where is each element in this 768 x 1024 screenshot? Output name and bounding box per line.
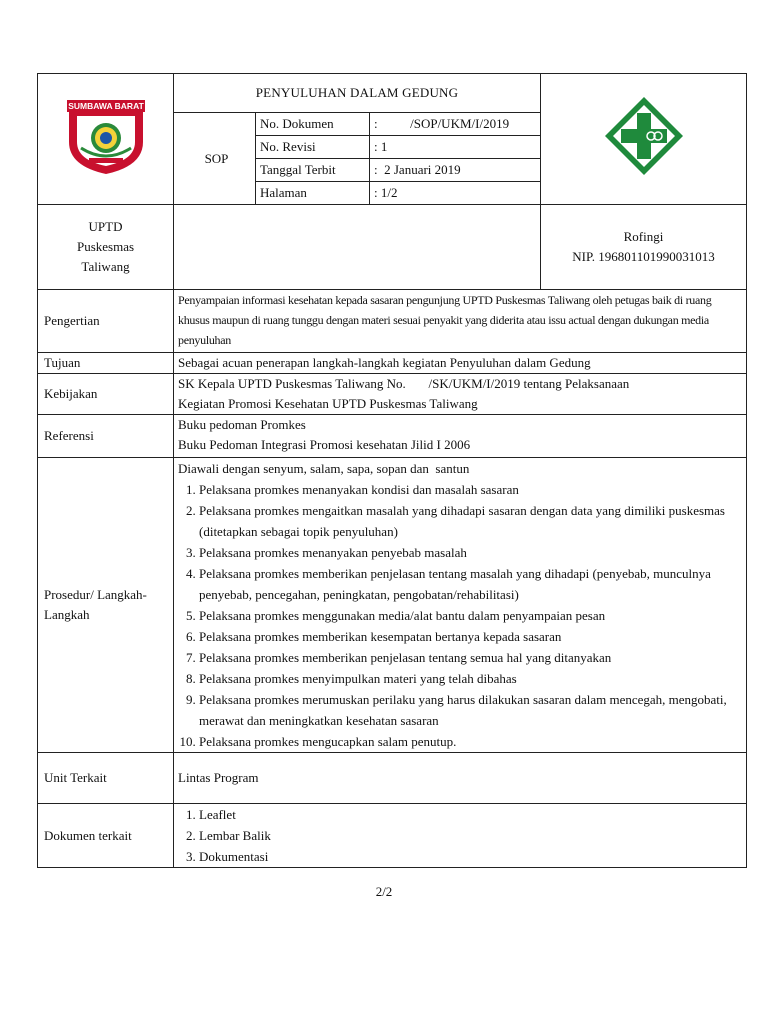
- list-item: 1. Pelaksana promkes menanyakan kondisi dan masalah sasaran: [199, 479, 742, 500]
- kebijakan-line: Kegiatan Promosi Kesehatan UPTD Puskesmas Taliwang: [178, 396, 478, 411]
- referensi-line: Buku Pedoman Integrasi Promosi kesehatan Jilid I 2006: [178, 437, 471, 452]
- list-item: 10. Pelaksana promkes mengucapkan salam penutup.: [199, 731, 742, 752]
- prosedur-steps: [178, 479, 742, 752]
- list-item: 9. Pelaksana promkes merumuskan perilaku yang harus dilakukan sasaran dalam mencegah, mengobati, merawat dan meningkatkan kesehatan sasaran: [199, 689, 742, 731]
- field-key: No. Dokumen: [256, 113, 370, 136]
- field-key: Tanggal Terbit: [256, 159, 370, 182]
- list-item: 5. Pelaksana promkes menggunakan media/alat bantu dalam penyampaian pesan: [199, 605, 742, 626]
- pengertian-text: Penyampaian informasi kesehatan kepada sasaran pengunjung UPTD Puskesmas Taliwang oleh petugas baik di ruang khusus maupun di ruang tunggu dengan materi sesuai penyakit yang diderita atau issu actual dengan dukungan media penyuluhan: [174, 290, 747, 353]
- field-key: No. Revisi: [256, 136, 370, 159]
- list-item: 1. Leaflet: [199, 804, 742, 825]
- prosedur-label: Prosedur/ Langkah-Langkah: [44, 587, 147, 622]
- org-line: UPTD: [88, 219, 123, 234]
- list-item: 6. Pelaksana promkes memberikan kesempatan bertanya kepada sasaran: [199, 626, 742, 647]
- row-label: Unit Terkait: [38, 753, 174, 804]
- unit-text: Lintas Program: [174, 753, 747, 804]
- row-label: [38, 458, 174, 753]
- kebijakan-cell: [174, 374, 747, 415]
- tujuan-text: Sebagai acuan penerapan langkah-langkah kegiatan Penyuluhan dalam Gedung: [174, 353, 747, 374]
- puskesmas-logo: [603, 95, 685, 177]
- field-value: : /SOP/UKM/I/2019: [370, 113, 541, 136]
- kebijakan-line: SK Kepala UPTD Puskesmas Taliwang No. /SK/UKM/I/2019 tentang Pelaksanaan: [178, 376, 630, 391]
- list-item: 4. Pelaksana promkes memberikan penjelasan tentang masalah yang dihadapi (penyebab, munculnya penyebab, pencegahan, peningkatan, pengobatan/rehabilitasi): [199, 563, 742, 605]
- org-line: Puskesmas: [76, 239, 135, 254]
- signer-name: Rofingi: [623, 229, 664, 244]
- list-item: 2. Pelaksana promkes mengaitkan masalah yang dihadapi sasaran dengan data yang dimiliki puskesmas (ditetapkan sebagai topik penyuluhan): [199, 500, 742, 542]
- referensi-line: Buku pedoman Promkes: [178, 417, 306, 432]
- list-item: 3. Dokumentasi: [199, 846, 742, 867]
- row-label: Dokumen terkait: [38, 804, 174, 868]
- sop-label: SOP: [174, 113, 256, 205]
- row-label: Kebijakan: [38, 374, 174, 415]
- list-item: 3. Pelaksana promkes menanyakan penyebab masalah: [199, 542, 742, 563]
- field-value: : 1/2: [370, 182, 541, 205]
- page-number: 2/2: [375, 884, 393, 899]
- dokumen-list: [178, 804, 742, 867]
- list-item: 2. Lembar Balik: [199, 825, 742, 846]
- field-value: : 1: [370, 136, 541, 159]
- prosedur-intro: Diawali dengan senyum, salam, sapa, sopan dan santun: [178, 461, 470, 476]
- row-label: Tujuan: [38, 353, 174, 374]
- regency-logo-cell: [38, 74, 174, 205]
- signer-cell: [541, 205, 747, 290]
- blank-cell: [174, 205, 541, 290]
- list-item: 8. Pelaksana promkes menyimpulkan materi yang telah dibahas: [199, 668, 742, 689]
- signer-nip: NIP. 196801101990031013: [572, 249, 715, 264]
- field-key: Halaman: [256, 182, 370, 205]
- field-value: : 2 Januari 2019: [370, 159, 541, 182]
- sop-title: PENYULUHAN DALAM GEDUNG: [174, 74, 541, 113]
- sop-document: [37, 73, 746, 868]
- dokumen-cell: [174, 804, 747, 868]
- org-line: Taliwang: [81, 259, 130, 274]
- row-label: Referensi: [38, 415, 174, 458]
- list-item: 7. Pelaksana promkes memberikan penjelasan tentang semua hal yang ditanyakan: [199, 647, 742, 668]
- puskesmas-logo-cell: [541, 74, 747, 205]
- svg-text:SUMBAWA BARAT: SUMBAWA BARAT: [67, 101, 144, 111]
- prosedur-cell: [174, 458, 747, 753]
- org-name-cell: [38, 205, 174, 290]
- row-label: Pengertian: [38, 290, 174, 353]
- referensi-cell: [174, 415, 747, 458]
- sumbawa-barat-logo: [65, 96, 147, 176]
